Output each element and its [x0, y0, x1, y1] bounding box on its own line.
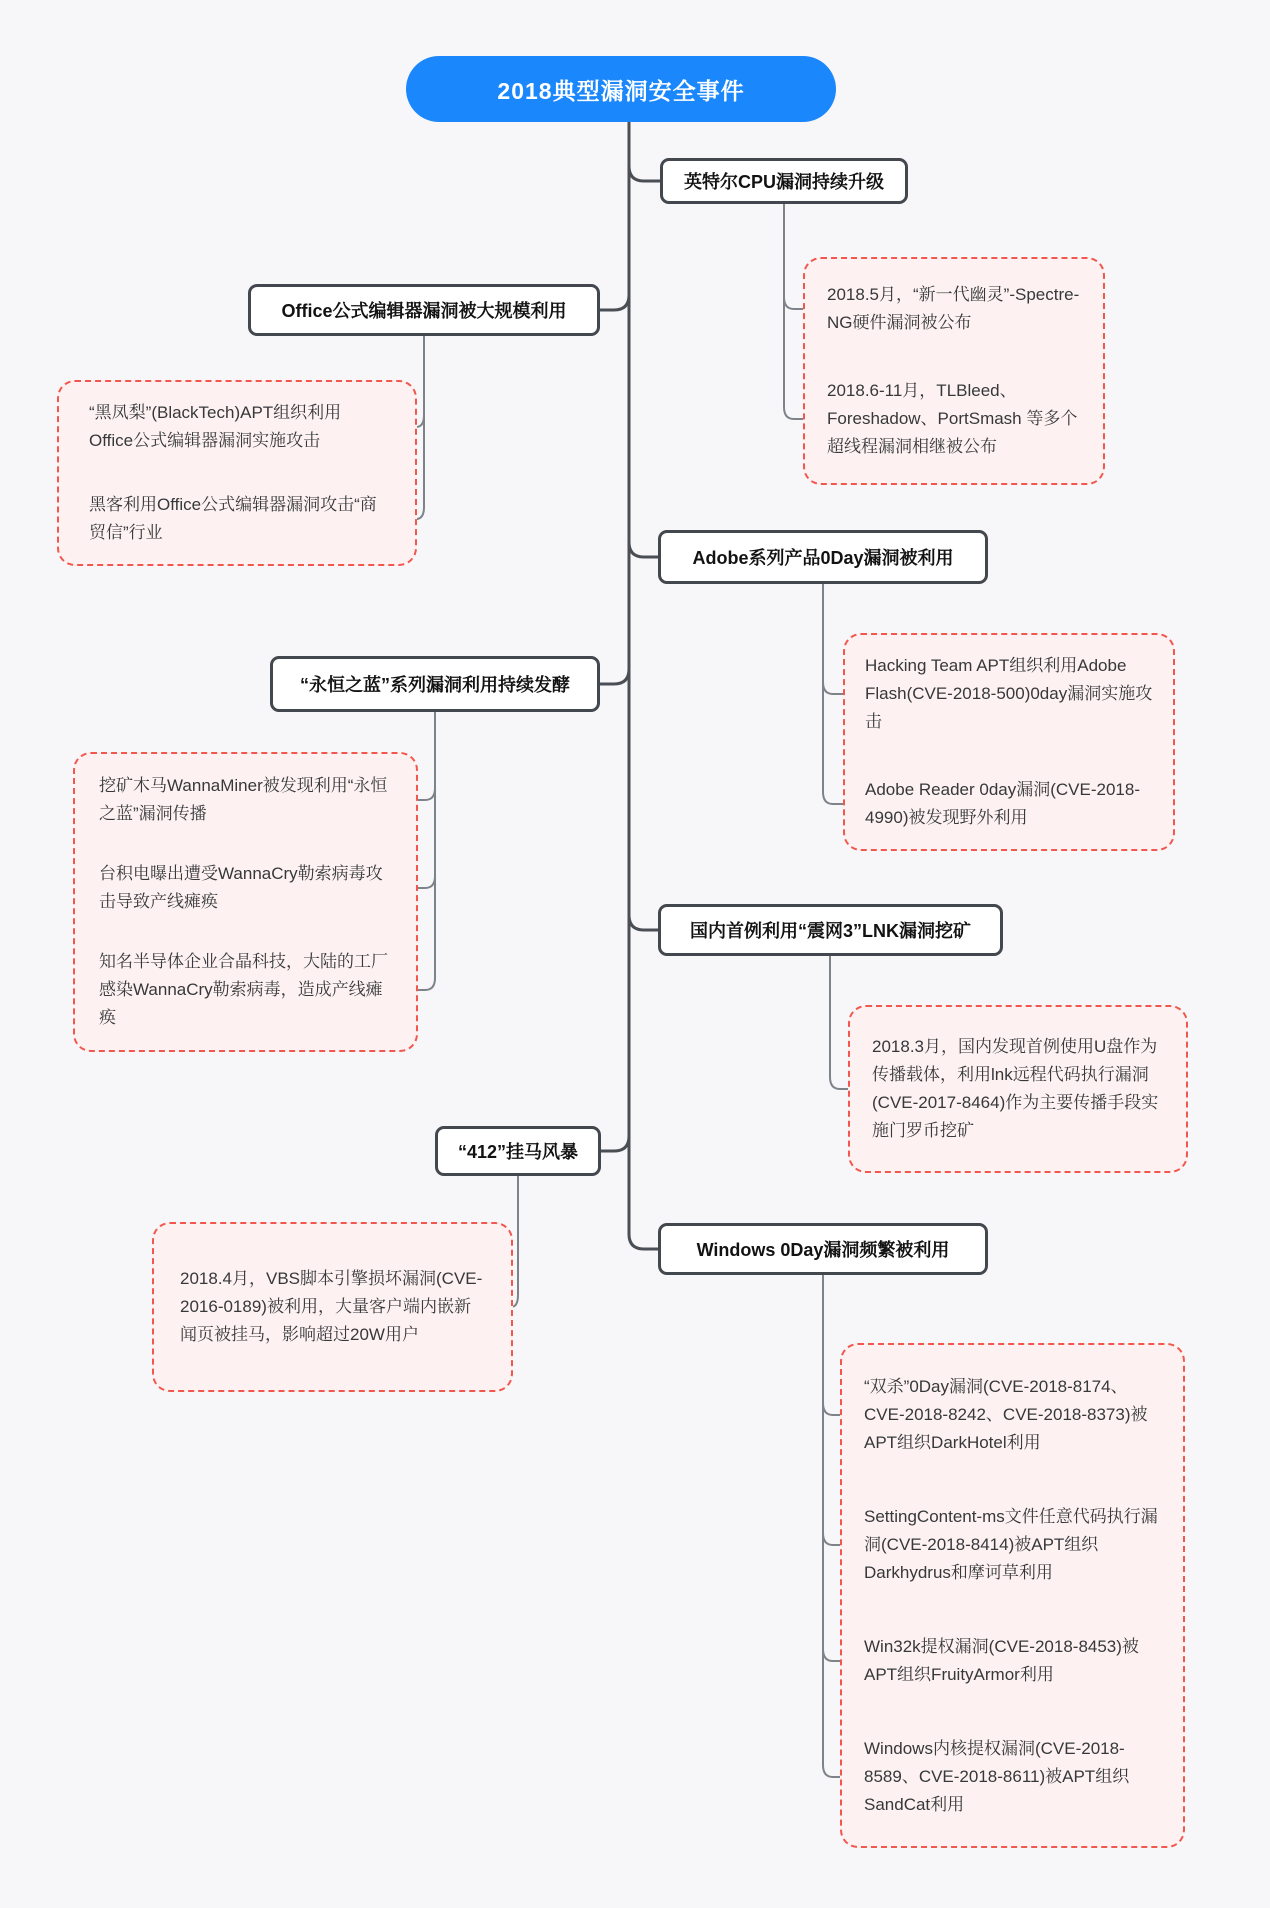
leaf-office-formula-details[interactable] — [57, 380, 417, 566]
leaf-adobe-0day-details[interactable] — [843, 633, 1175, 851]
leaf-item: 2018.5月，“新一代幽灵”-Spectre-NG硬件漏洞被公布 — [827, 285, 1080, 332]
elbow-office — [600, 295, 629, 310]
elbow-412 — [601, 1136, 629, 1151]
child-connector-stuxnet3-1 — [830, 955, 848, 1089]
child-connector-windows-1 — [823, 1403, 840, 1415]
elbow-windows — [629, 1234, 658, 1249]
child-connector-intel-2 — [784, 204, 803, 419]
child-connector-windows-3 — [823, 1649, 840, 1661]
child-connector-windows-2 — [823, 1533, 840, 1545]
branch-intel-cpu[interactable]: 英特尔CPU漏洞持续升级 — [660, 158, 908, 204]
leaf-windows-0day-details[interactable] — [840, 1343, 1185, 1848]
elbow-intel — [629, 166, 660, 181]
leaf-item: 挖矿木马WannaMiner被发现利用“永恒之蓝”漏洞传播 — [99, 776, 388, 823]
leaf-item: Windows内核提权漏洞(CVE-2018-8589、CVE-2018-8611)被APT组织SandCat利用 — [864, 1738, 1130, 1814]
branch-office-formula[interactable]: Office公式编辑器漏洞被大规模利用 — [248, 284, 600, 336]
child-connector-eternalblue-1 — [418, 788, 435, 800]
elbow-stuxnet3 — [629, 915, 658, 930]
leaf-item: SettingContent-ms文件任意代码执行漏洞(CVE-2018-8414)被APT组织Darkhydrus和摩诃草利用 — [864, 1506, 1158, 1582]
leaf-item: 台积电曝出遭受WannaCry勒索病毒攻击导致产线瘫痪 — [99, 864, 383, 911]
leaf-eternalblue-details[interactable] — [73, 752, 418, 1052]
leaf-item: 黑客利用Office公式编辑器漏洞攻击“商贸信”行业 — [89, 495, 377, 542]
leaf-item: “黑凤梨”(BlackTech)APT组织利用Office公式编辑器漏洞实施攻击 — [89, 403, 342, 450]
leaf-item: Adobe Reader 0day漏洞(CVE-2018-4990)被发现野外利用 — [865, 780, 1140, 827]
branch-stuxnet3-lnk[interactable]: 国内首例利用“震网3”LNK漏洞挖矿 — [658, 904, 1003, 956]
child-connector-office-1 — [416, 415, 424, 427]
elbow-adobe — [629, 542, 658, 557]
child-connector-intel-1 — [784, 297, 803, 309]
elbow-eternalblue — [600, 669, 629, 684]
branch-412-hangma[interactable]: “412”挂马风暴 — [435, 1126, 601, 1176]
leaf-item: 知名半导体企业合晶科技，大陆的工厂感染WannaCry勒索病毒，造成产线瘫痪 — [99, 952, 388, 1027]
leaf-item: 2018.6-11月，TLBleed、Foreshadow、PortSmash 等多个超线程漏洞相继被公布 — [827, 381, 1078, 456]
child-connector-eternalblue-3 — [418, 711, 435, 990]
child-connector-windows-4 — [823, 1274, 840, 1777]
leaf-stuxnet3-lnk-details[interactable] — [848, 1005, 1188, 1173]
branch-adobe-0day[interactable]: Adobe系列产品0Day漏洞被利用 — [658, 530, 988, 584]
branch-eternalblue[interactable]: “永恒之蓝”系列漏洞利用持续发酵 — [270, 656, 600, 712]
leaf-412-hangma-details[interactable] — [152, 1222, 513, 1392]
leaf-item: 2018.3月，国内发现首例使用U盘作为传播载体，利用lnk远程代码执行漏洞(CVE-2017-8464)作为主要传播手段实施门罗币挖矿 — [872, 1037, 1159, 1140]
leaf-intel-cpu-details[interactable] — [803, 257, 1105, 485]
leaf-item: 2018.4月，VBS脚本引擎损坏漏洞(CVE-2016-0189)被利用，大量客户端内嵌新闻页被挂马，影响超过20W用户 — [180, 1269, 483, 1344]
child-connector-adobe-1 — [823, 682, 843, 694]
leaf-item: Win32k提权漏洞(CVE-2018-8453)被APT组织FruityArmor利用 — [864, 1636, 1139, 1684]
leaf-item: Hacking Team APT组织利用Adobe Flash(CVE-2018-500)0day漏洞实施攻击 — [865, 656, 1153, 731]
leaf-item: “双杀”0Day漏洞(CVE-2018-8174、CVE-2018-8242、CVE-2018-8373)被APT组织DarkHotel利用 — [864, 1376, 1148, 1452]
child-connector-eternalblue-2 — [418, 876, 435, 888]
branch-windows-0day[interactable]: Windows 0Day漏洞频繁被利用 — [658, 1223, 988, 1275]
root-topic[interactable]: 2018典型漏洞安全事件 — [406, 56, 836, 122]
